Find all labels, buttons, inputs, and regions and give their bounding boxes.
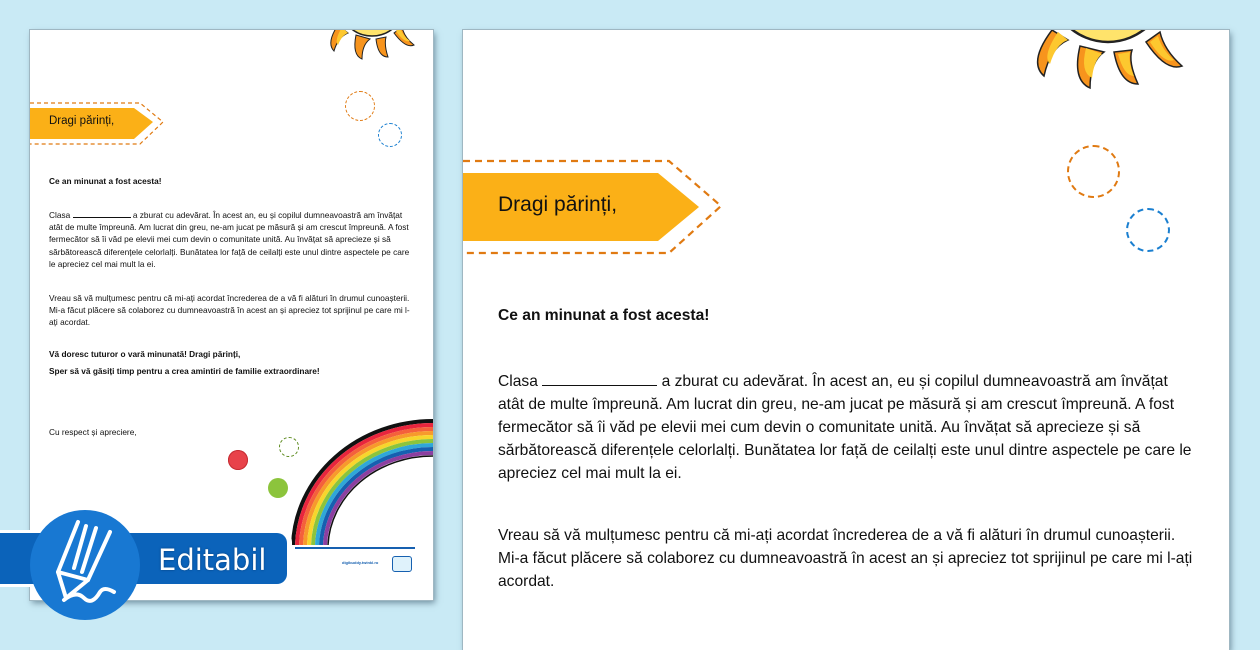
greeting-banner bbox=[30, 100, 170, 150]
letter-paragraph-2: Vreau să vă mulțumesc pentru că mi-ați acordat încrederea de a vă fi alături în drumul cunoașterii. Mi-a făcut plăcere să colaborez cu dumneavoastră în acest an și apreciez tot sprijinul pe care mi l-ați acordat. bbox=[49, 293, 410, 328]
decorative-circle-blue bbox=[378, 123, 402, 147]
decorative-circle-orange bbox=[345, 91, 375, 121]
decorative-dot-red bbox=[228, 450, 248, 470]
editable-badge[interactable] bbox=[0, 530, 300, 600]
greeting-title: Dragi părinți, bbox=[49, 115, 115, 127]
letter-closing: Cu respect și apreciere, bbox=[49, 427, 137, 437]
letter-heading: Ce an minunat a fost acesta! bbox=[498, 307, 710, 324]
greeting-title: Dragi părinți, bbox=[498, 193, 618, 216]
pen-writing-icon bbox=[30, 510, 140, 620]
letter-heading: Ce an minunat a fost acesta! bbox=[49, 176, 162, 186]
letter-wish-1: Vă doresc tuturor o vară minunată! Dragi părinți, bbox=[49, 349, 241, 359]
letter-paragraph-2: Vreau să vă mulțumesc pentru că mi-ați acordat încrederea de a vă fi alături în drumul cunoașterii. Mi-a făcut plăcere să colaborez cu dumneavoastră în acest an și apreciez tot sprijinul pe care mi l-ați acordat. bbox=[498, 527, 1193, 590]
letter-wish-2: Sper să vă găsiți timp pentru a crea amintiri de familie extraordinare! bbox=[49, 366, 320, 376]
class-name-blank[interactable] bbox=[542, 385, 657, 386]
twinkl-logo bbox=[392, 556, 412, 572]
decorative-circle-orange bbox=[1067, 145, 1120, 198]
letter-paragraph-1: Clasa a zburat cu adevărat. În acest an, eu și copilul dumneavoastră am învățat atât de multe împreună. Am lucrat din greu, ne-am jucat pe măsură și am crescut împreună. A fost fermecător să îi văd pe elevii mei cum devin o comunitate unită. Au învățat să aprecieze și să sărbătorească diferențele celorlalți. Bunătatea lor față de ceilalți este unul dintre aspectele pe care le apreciez cel mai mult la ei. bbox=[49, 210, 410, 269]
letter-paragraph-1: Clasa a zburat cu adevărat. În acest an, eu și copilul dumneavoastră am învățat atât de multe împreună. Am lucrat din greu, ne-am jucat pe măsură și am crescut împreună. A fost fermecător să îi văd pe elevii mei cum devin o comunitate unită. Au învățat să aprecieze și să sărbătorească diferențele celorlalți. Bunătatea lor față de ceilalți este unul dintre aspectele pe care le apreciez cel mai mult la ei. bbox=[498, 373, 1192, 482]
letter-page-detail bbox=[463, 30, 1229, 650]
footer-url: digibuddy.twinkl.ro bbox=[342, 560, 379, 565]
decorative-dot-green bbox=[268, 478, 288, 498]
sun-icon bbox=[312, 30, 432, 78]
decorative-circle-blue bbox=[1126, 208, 1170, 252]
badge-icon-circle bbox=[30, 510, 140, 620]
class-name-blank[interactable] bbox=[73, 217, 131, 218]
sun-icon bbox=[1003, 30, 1223, 120]
greeting-banner bbox=[463, 158, 728, 258]
rainbow-icon bbox=[290, 415, 433, 545]
badge-label: Editabil bbox=[158, 543, 267, 577]
footer-divider bbox=[295, 547, 415, 549]
